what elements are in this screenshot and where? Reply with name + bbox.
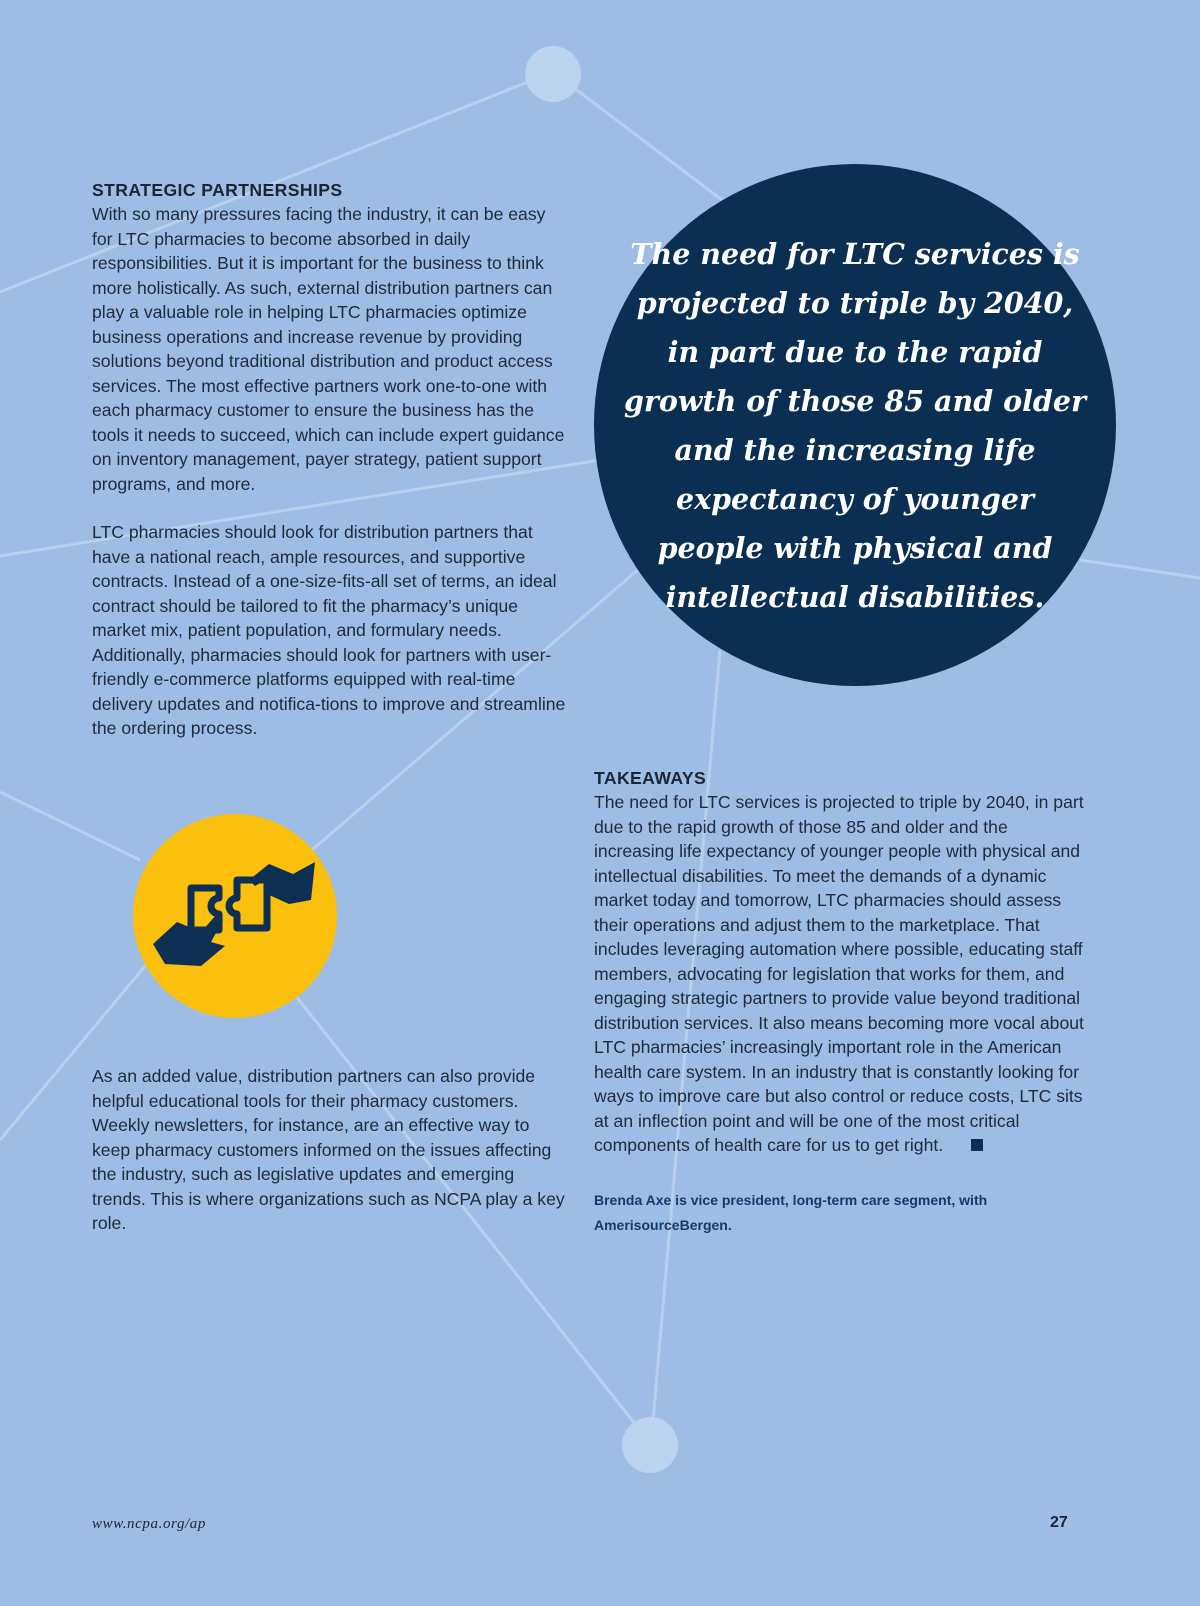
section-heading: STRATEGIC PARTNERSHIPS (92, 180, 343, 200)
takeaways-heading: TAKEAWAYS (594, 768, 707, 788)
body-paragraph: LTC pharmacies should look for distribution partners that have a national reach, ample resources, and supportive contracts. Instead of a one-size-fits-all set of terms, an ideal contract should be tailored to fit the pharmacy’s unique market mix, patient population, and formulary needs. Additionally, pharmacies should look for partners with user-friendly e-commerce platforms equipped with real-time delivery updates and notifica-tions to improve and streamline the ordering process. (92, 522, 566, 738)
body-paragraph: With so many pressures facing the industry, it can be easy for LTC pharmacies to become absorbed in daily responsibilities. But it is important for the business to think more holistically. As such, external distribution partners can play a valuable role in helping LTC pharmacies optimize business operations and increase revenue by providing solutions beyond traditional distribution and product access services. The most effective partners work one-to-one with each pharmacy customer to ensure the business has the tools it needs to succeed, which can include expert guidance on inventory management, payer strategy, patient support programs, and more. (92, 204, 565, 494)
footer-url: www.ncpa.org/ap (92, 1516, 207, 1532)
author-byline: Brenda Axe is vice president, long-term care segment, with AmerisourceBergen. (594, 1191, 988, 1233)
square-end-mark-icon (971, 1139, 983, 1151)
partnership-badge (133, 814, 337, 1018)
hands-puzzle-icon (151, 834, 319, 998)
pull-quote: The need for LTC services is projected to triple by 2040, in part due to the rapid growth of those 85 and older and the increasing life expectancy of younger people with physical and intellectual disabilities. (623, 237, 1086, 614)
body-paragraph: As an added value, distribution partners can also provide helpful educational tools for their pharmacy customers. Weekly newsletters, for instance, are an effective way to keep pharmacy customers informed on the issues affecting the industry, such as legislative updates and emerging trends. This is where organizations such as NCPA play a key role. (92, 1066, 565, 1233)
takeaways-body (594, 790, 1084, 1158)
takeaways-text: The need for LTC services is projected to triple by 2040, in part due to the rapid growth of those 85 and older and the increasing life expectancy of younger people with physical and intellectual disabilities. To meet the demands of a dynamic market today and tomorrow, LTC pharmacies should assess their operations and adjust them to the marketplace. That includes leveraging automation where possible, educating staff members, advocating for legislation that works for them, and engaging strategic partners to provide value beyond traditional distribution services. It also means becoming more vocal about LTC pharmacies’ increasingly important role in the American health care system. In an industry that is constantly looking for ways to improve care but also control or reduce costs, LTC sits at an inflection point and will be one of the most critical components of health care for us to get right. (594, 792, 1084, 1155)
pull-quote-circle (594, 164, 1116, 686)
page-number: 27 (1050, 1514, 1068, 1531)
takeaways-section (594, 766, 1084, 1238)
strategic-partnerships-section (92, 178, 570, 741)
educational-tools-paragraph (92, 1064, 572, 1236)
